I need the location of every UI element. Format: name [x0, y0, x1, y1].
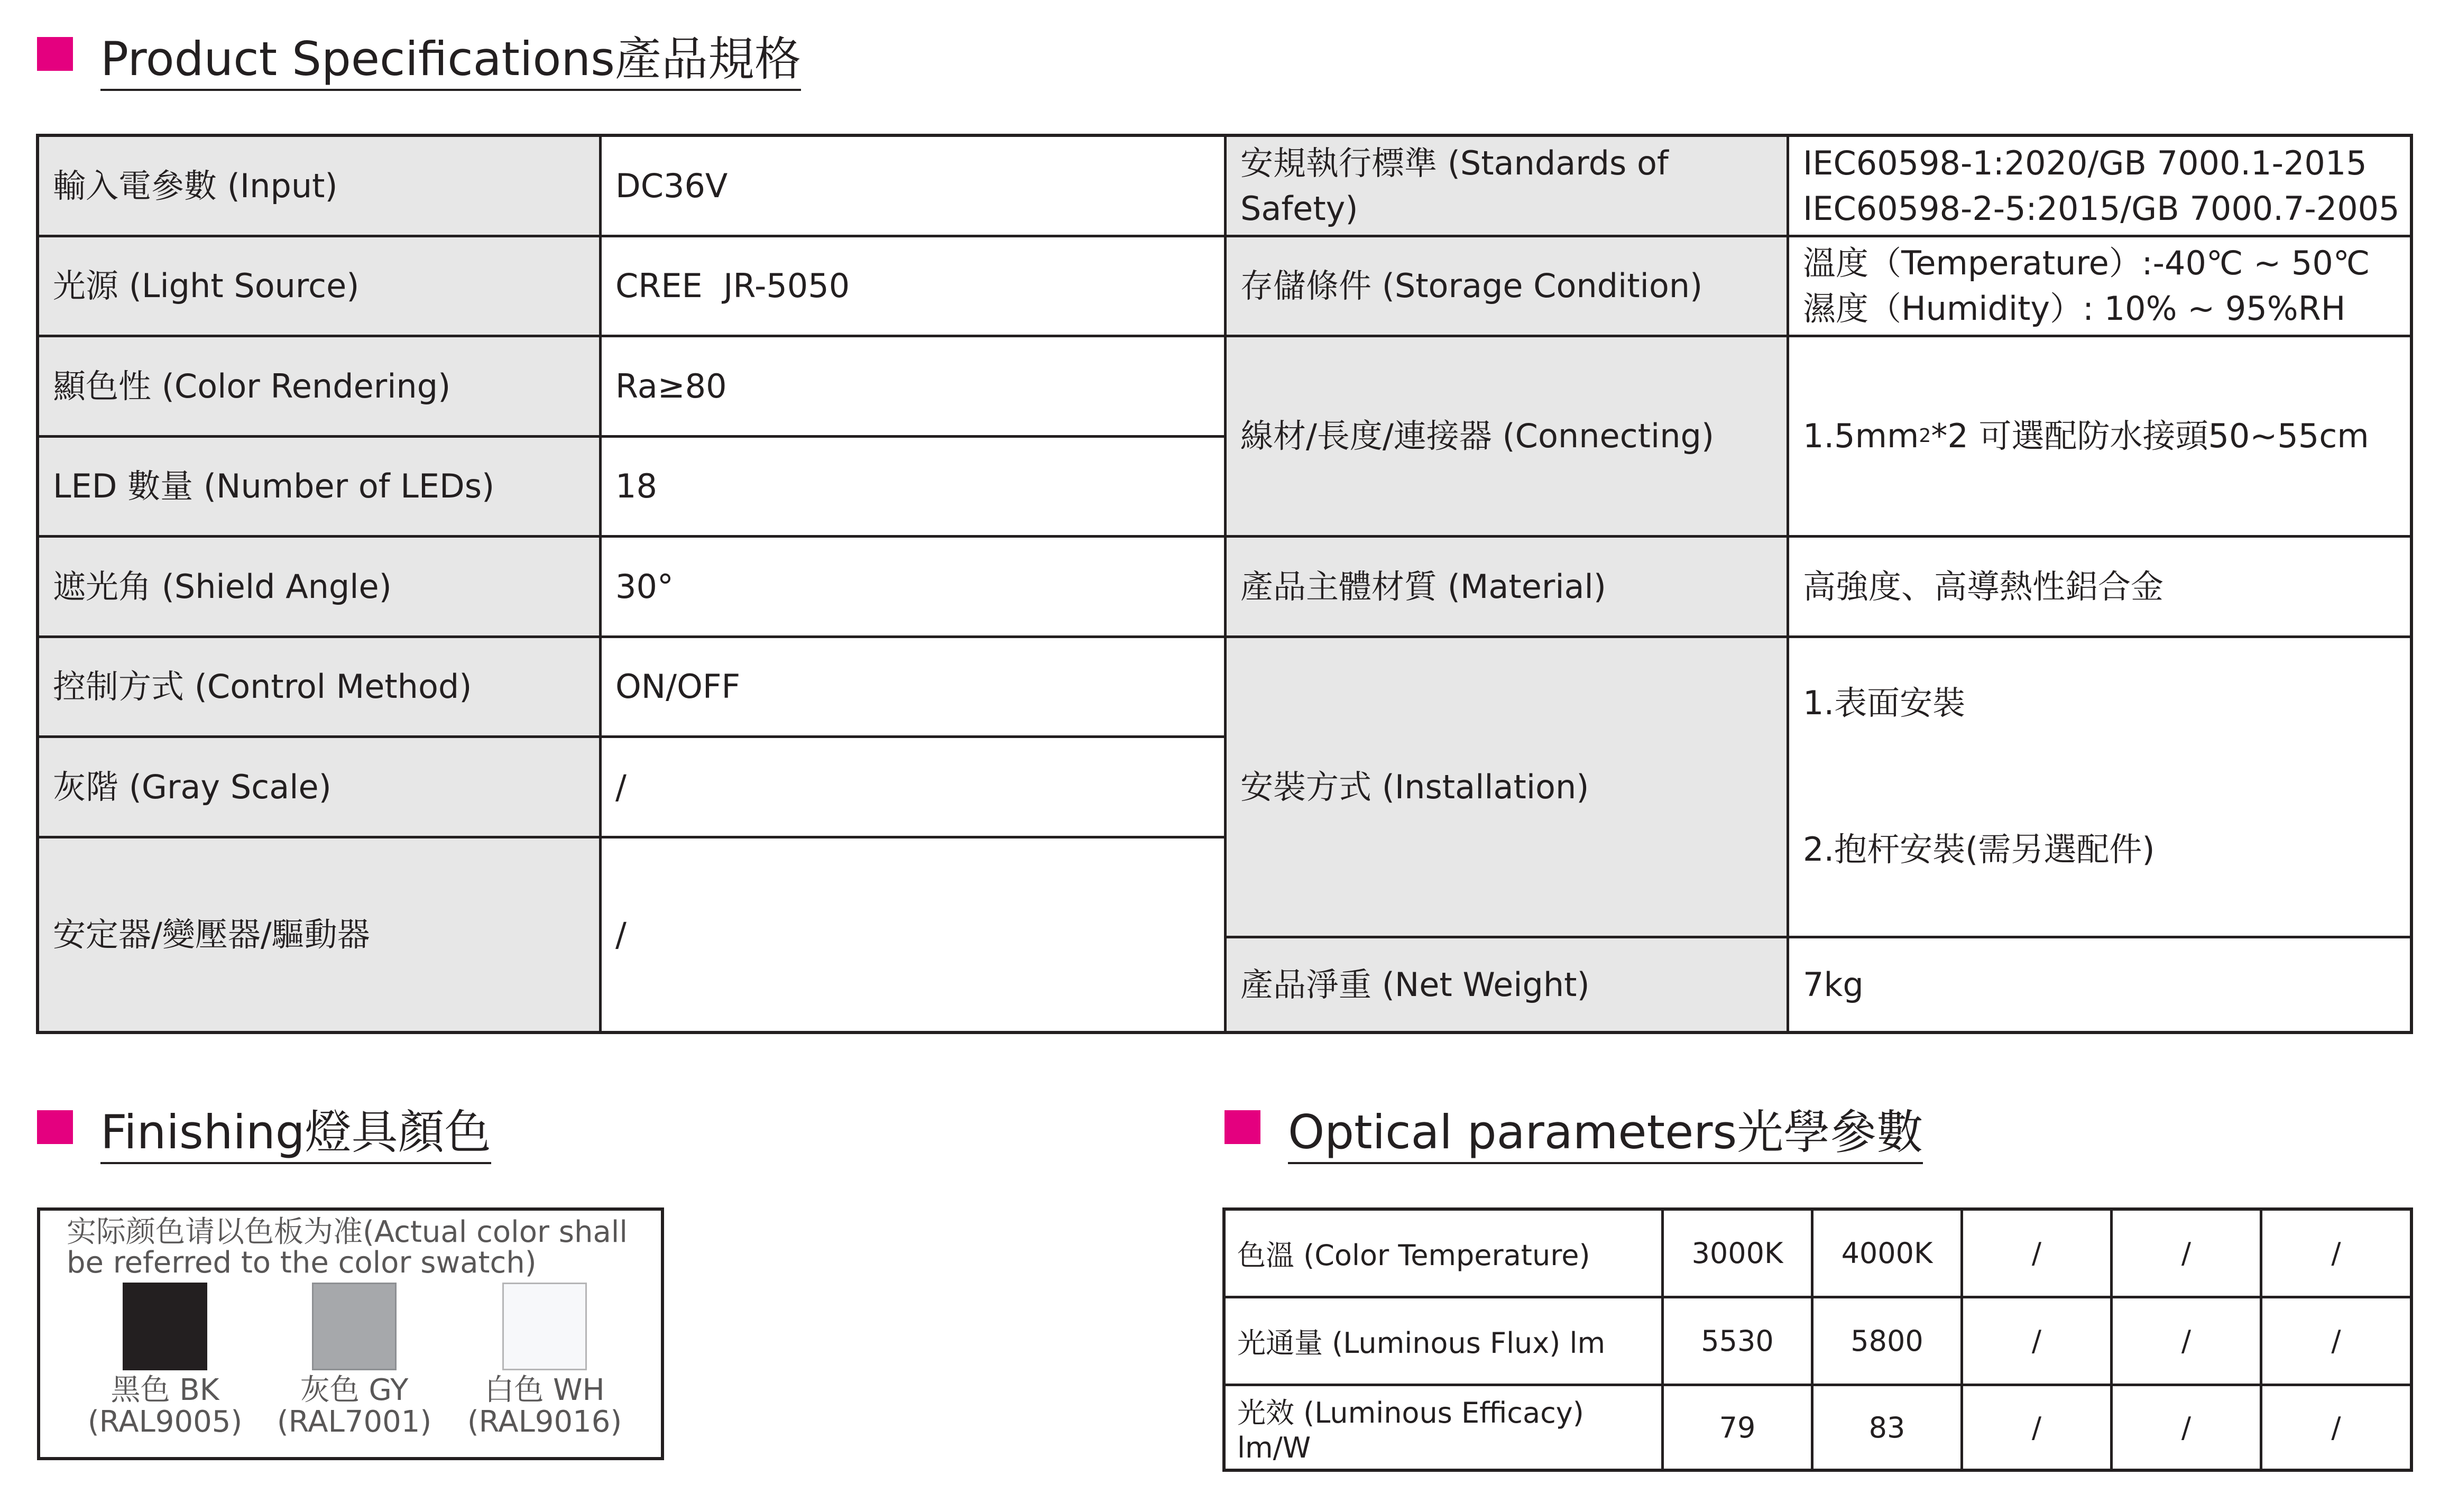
input-label: 輸入電參數 (Input): [39, 137, 602, 237]
finishing-title: Finishing燈具顏色: [100, 1103, 491, 1164]
color-temperature-value-5: /: [2262, 1211, 2410, 1298]
luminous-flux-value-5: /: [2262, 1298, 2410, 1386]
accent-square-icon: [1224, 1110, 1260, 1144]
specs-title: Product Specifications產品規格: [100, 30, 801, 91]
light-source-label: 光源 (Light Source): [39, 237, 602, 337]
accent-square-icon: [37, 37, 73, 71]
swatch-black-chip: [123, 1283, 207, 1370]
material-value: 高強度、高導熱性鋁合金: [1789, 538, 2410, 638]
swatch-white-name: 白色 WH: [484, 1373, 605, 1407]
safety-line-2: IEC60598-2-5:2015/GB 7000.7-2005: [1803, 189, 2400, 228]
storage-humidity: 濕度（Humidity）: 10% ~ 95%RH: [1803, 289, 2346, 328]
safety-line-1: IEC60598-1:2020/GB 7000.1-2015: [1803, 143, 2367, 182]
color-temperature-value-2: 4000K: [1813, 1211, 1963, 1298]
net-weight-value: 7kg: [1803, 965, 1864, 1004]
swatch-gray-ral: (RAL7001): [277, 1405, 432, 1439]
control-method-label: 控制方式 (Control Method): [39, 638, 602, 738]
installation-option-2: 2.抱杆安裝(需另選配件): [1803, 830, 2155, 869]
optical-heading: [1224, 1105, 2070, 1179]
luminous-efficacy-value-5: /: [2331, 1410, 2341, 1444]
luminous-efficacy-value-3: /: [1963, 1386, 2113, 1469]
installation-label: 安裝方式 (Installation): [1227, 638, 1789, 938]
luminous-efficacy-value-1: 79: [1664, 1386, 1813, 1469]
material-label: 產品主體材質 (Material): [1227, 538, 1789, 638]
swatch-black: [86, 1283, 244, 1438]
luminous-flux-value-1: 5530: [1664, 1298, 1813, 1386]
color-temperature-value-4: /: [2113, 1211, 2262, 1298]
color-swatch-note: 实际颜色请以色板为准(Actual color shall be referred to the color swatch): [67, 1215, 628, 1280]
luminous-flux-value-4: /: [2113, 1298, 2262, 1386]
shield-angle-value: 30°: [602, 538, 1227, 638]
luminous-flux-label: 光通量 (Luminous Flux) lm: [1226, 1298, 1664, 1386]
installation-option-1: 1.表面安裝: [1803, 684, 1966, 722]
optical-title: Optical parameters光學參數: [1288, 1103, 1923, 1164]
ballast-label: 安定器/變壓器/驅動器: [39, 838, 602, 1031]
gray-scale-value: /: [602, 738, 1227, 838]
swatch-black-ral: (RAL9005): [87, 1405, 243, 1439]
color-rendering-value: Ra≥80: [602, 337, 1227, 438]
storage-value: [1789, 237, 2410, 337]
connecting-value-post: *2 可選配防水接頭50~55cm: [1931, 417, 2369, 455]
swatch-black-name: 黑色 BK: [111, 1373, 219, 1407]
specs-heading: [37, 32, 883, 106]
optical-table: [1222, 1207, 2413, 1472]
color-temperature-value-1: 3000K: [1664, 1211, 1813, 1298]
swatch-white-chip: [502, 1283, 587, 1370]
accent-square-icon: [37, 1110, 73, 1144]
color-rendering-label: 顯色性 (Color Rendering): [39, 337, 602, 438]
specs-table: [36, 134, 2413, 1034]
storage-label: 存儲條件 (Storage Condition): [1227, 237, 1789, 337]
swatch-white-ral: (RAL9016): [467, 1405, 622, 1439]
swatch-gray-chip: [312, 1283, 397, 1370]
connecting-label: 線材/長度/連接器 (Connecting): [1227, 337, 1789, 538]
shield-angle-label: 遮光角 (Shield Angle): [39, 538, 602, 638]
luminous-efficacy-value-4: /: [2113, 1386, 2262, 1469]
luminous-flux-value-3: /: [1963, 1298, 2113, 1386]
net-weight-label: 產品淨重 (Net Weight): [1227, 938, 1789, 1031]
swatch-gray-name: 灰色 GY: [300, 1373, 409, 1407]
storage-temperature: 溫度（Temperature）:-40℃ ~ 50℃: [1803, 244, 2370, 282]
light-source-value: CREE JR-5050: [602, 237, 1227, 337]
safety-label: 安規執行標準 (Standards of Safety): [1227, 137, 1789, 237]
swatch-white: [465, 1283, 624, 1438]
gray-scale-label: 灰階 (Gray Scale): [39, 738, 602, 838]
connecting-value-pre: 1.5mm: [1803, 417, 1919, 455]
num-leds-value: 18: [602, 438, 1227, 538]
ballast-value: /: [602, 838, 1227, 1031]
swatch-gray: [275, 1283, 434, 1438]
luminous-efficacy-value-2: 83: [1813, 1386, 1963, 1469]
color-temperature-value-3: /: [1963, 1211, 2113, 1298]
luminous-efficacy-label: 光效 (Luminous Efficacy) lm/W: [1226, 1386, 1664, 1469]
color-temperature-label: 色溫 (Color Temperature): [1226, 1211, 1664, 1298]
safety-value: [1789, 137, 2410, 237]
finishing-heading: [37, 1105, 671, 1179]
installation-value: [1789, 638, 2410, 938]
control-method-value: ON/OFF: [602, 638, 1227, 738]
luminous-flux-value-2: 5800: [1813, 1298, 1963, 1386]
finishing-box: [37, 1207, 664, 1460]
input-value: DC36V: [602, 137, 1227, 237]
num-leds-label: LED 數量 (Number of LEDs): [39, 438, 602, 538]
connecting-value: 1.5mm 2 *2 可選配防水接頭50~55cm: [1789, 337, 2410, 538]
